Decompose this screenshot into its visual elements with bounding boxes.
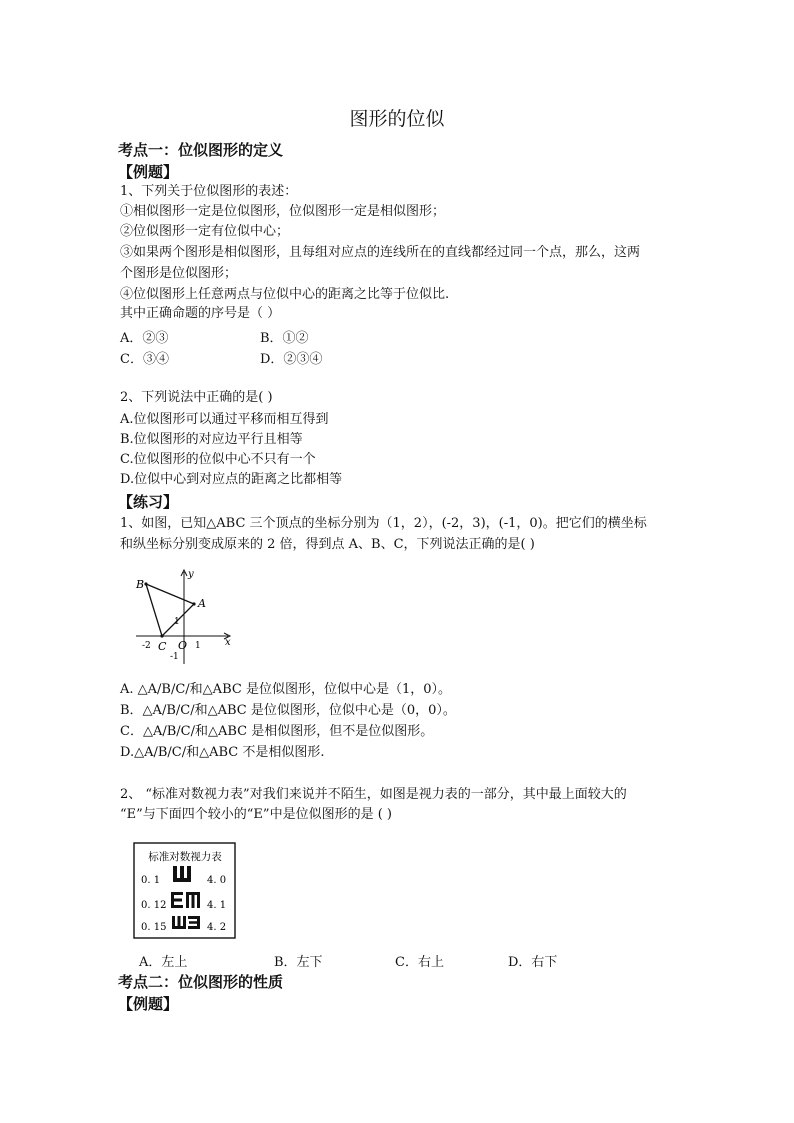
q1-item-3: ③如果两个图形是相似图形，且每组对应点的连线所在的直线都经过同一个点，那么，这两 (120, 245, 641, 260)
e-optotype-row2-left (171, 892, 183, 908)
q1-option-c: C．③④ (120, 352, 169, 367)
coordinate-figure (132, 566, 242, 666)
q1-option-a: A．②③ (120, 331, 169, 346)
q1-item-2: ②位似图形一定有位似中心； (120, 224, 290, 239)
eye-chart-title: 标准对数视力表 (148, 851, 222, 863)
row2-right-value: 4. 1 (207, 900, 227, 911)
label-x: x (225, 637, 231, 648)
q2-option-c: C.位似图形的位似中心不只有一个 (120, 452, 316, 467)
p1-stem-line2: 和纵坐标分别变成原来的 2 倍，得到点 A、B、C，下列说法正确的是( ) (120, 537, 535, 552)
point-b (144, 582, 147, 585)
q1-item-4: ④位似图形上任意两点与位似中心的距离之比等于位似比. (120, 287, 450, 302)
q1-prompt: 其中正确命题的序号是（ ） (120, 306, 281, 321)
section1-heading: 考点一：位似图形的定义 (118, 141, 284, 159)
q2-option-a: A.位似图形可以通过平移而相互得到 (120, 412, 329, 427)
label-c: C (158, 640, 167, 653)
label-b: B (136, 578, 145, 591)
p1-option-c: C．△A/B/C/和△ABC 是相似图形，但不是位似图形。 (120, 724, 434, 739)
q2-option-b: B.位似图形的对应边平行且相等 (120, 432, 303, 447)
row1-right-value: 4. 0 (207, 875, 227, 886)
p1-option-a: A. △A/B/C/和△ABC 是位似图形，位似中心是（1，0）。 (120, 682, 451, 697)
label-a: A (198, 597, 206, 610)
section2-heading: 考点二：位似图形的性质 (118, 973, 284, 991)
tick-neg1: -1 (170, 652, 179, 662)
e-optotype-row2-right (186, 892, 200, 908)
p1-option-b: B．△A/B/C/和△ABC 是位似图形，位似中心是（0，0）。 (120, 703, 456, 718)
point-a (192, 602, 195, 605)
page-title: 图形的位似 (349, 108, 445, 130)
e-optotype-large (173, 866, 191, 882)
point-c (160, 634, 163, 637)
example-tag: 【例题】 (118, 163, 179, 181)
tick-1-y: 1 (174, 617, 180, 627)
e-optotype-row3-left (172, 916, 186, 929)
label-y: y (188, 569, 194, 580)
section2-example-tag: 【例题】 (118, 995, 179, 1013)
triangle-abc (146, 584, 194, 636)
practice-tag: 【练习】 (118, 493, 179, 511)
eye-chart (133, 842, 237, 940)
p2-stem-line1: 2、 “标准对数视力表”对我们来说并不陌生，如图是视力表的一部分，其中最上面较大的 (120, 787, 627, 802)
e-optotype-row3-right (188, 916, 200, 929)
q1-stem: 1、下列关于位似图形的表述： (120, 184, 298, 199)
q2-option-d: D.位似中心到对应点的距离之比都相等 (120, 472, 343, 487)
q1-option-d: D．②③④ (260, 352, 323, 367)
row2-left-value: 0. 12 (141, 900, 167, 911)
tick-neg2: -2 (142, 641, 151, 651)
row3-right-value: 4. 2 (207, 922, 227, 933)
tick-1-x: 1 (195, 641, 201, 651)
row1-left-value: 0. 1 (141, 875, 161, 886)
p2-stem-line2: “E”与下面四个较小的“E”中是位似图形的是 ( ) (120, 807, 392, 822)
p2-option-b: B．左下 (274, 955, 323, 970)
q1-option-b: B．①② (260, 331, 309, 346)
p1-stem-line1: 1、如图，已知△ABC 三个顶点的坐标分别为（1，2），(-2，3)，(-1，0)。把它们的横坐标 (120, 516, 647, 531)
p1-option-d: D.△A/B/C/和△ABC 不是相似图形. (120, 745, 325, 760)
row3-left-value: 0. 15 (141, 922, 167, 933)
p2-option-a: A．左上 (139, 955, 188, 970)
p2-option-c: C．右上 (395, 955, 444, 970)
q2-stem: 2、下列说法中正确的是( ) (120, 390, 273, 405)
q1-item-3-cont: 个图形是位似图形； (120, 266, 238, 281)
label-o: O (178, 639, 188, 652)
p2-option-d: D．右下 (508, 955, 558, 970)
q1-item-1: ①相似图形一定是位似图形，位似图形一定是相似图形； (120, 204, 446, 219)
